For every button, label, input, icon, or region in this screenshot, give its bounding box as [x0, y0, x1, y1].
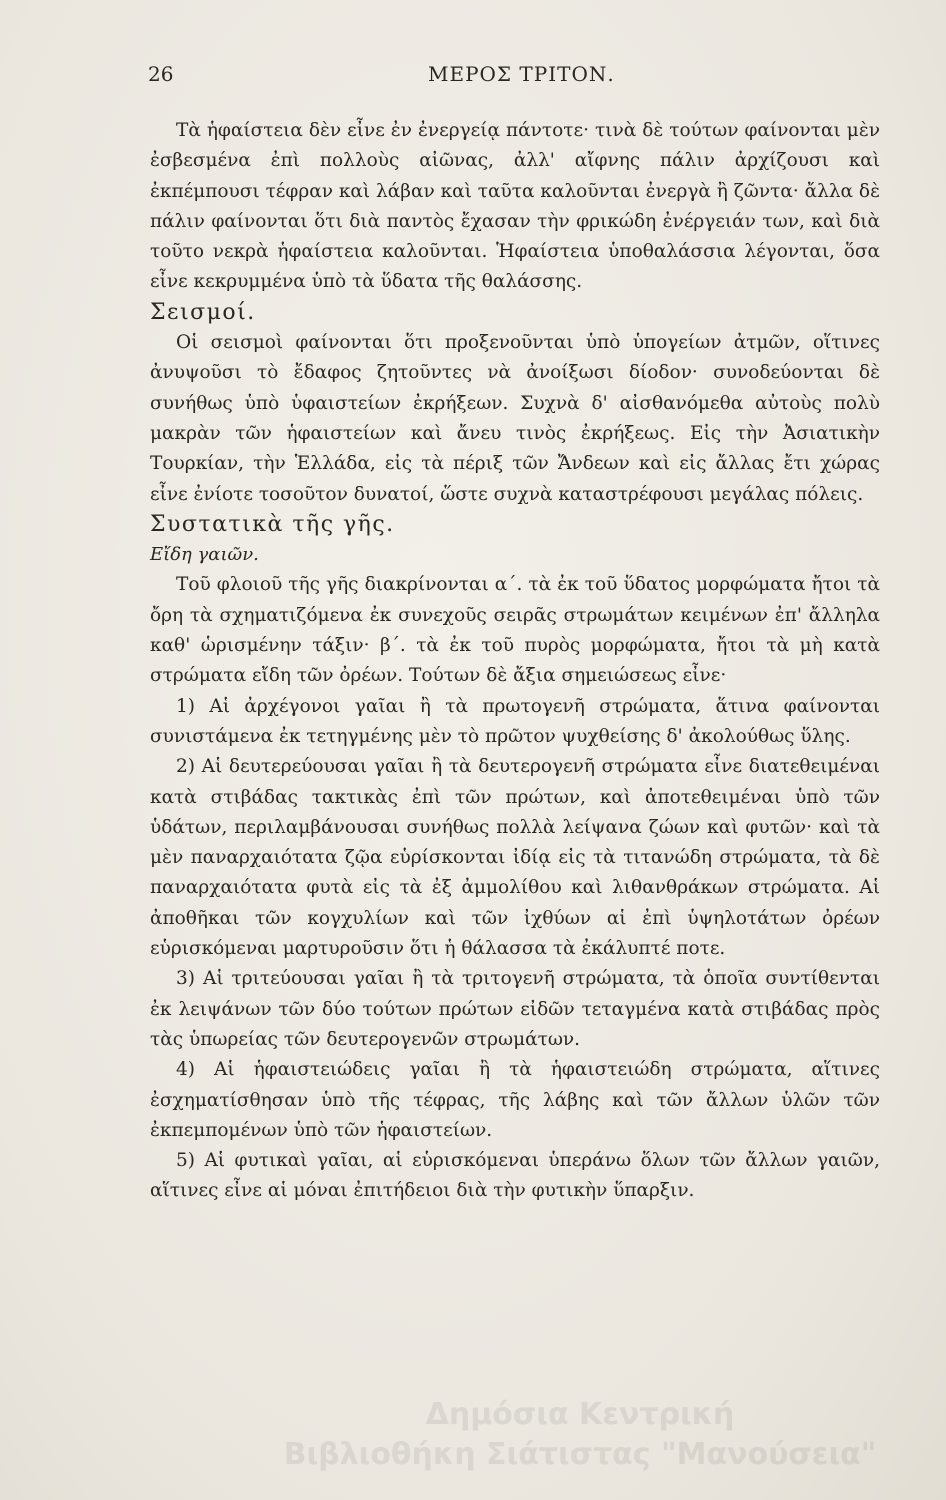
heading-earth-components: Συστατικὰ τῆς γῆς. — [150, 511, 395, 537]
list-item-plant-soils: 5) Αἱ φυτικαὶ γαῖαι, αἱ εὑρισκόμεναι ὑπεράνω ὅλων τῶν ἄλλων γαιῶν, αἵτινες εἶνε αἱ μόναι ἐπιτήδειοι διὰ τὴν φυτικὴν ὕπαρξιν. — [150, 1150, 880, 1202]
watermark-line-1: Δημόσια Κεντρική — [425, 1397, 735, 1432]
page-header — [148, 62, 826, 92]
paragraph-earthquakes: Οἱ σεισμοὶ φαίνονται ὅτι προξενοῦνται ὑπὸ ὑπογείων ἀτμῶν, οἵτινες ἀνυψοῦσι τὸ ἔδαφος ζητοῦντες νὰ ἀνοίξωσι δίοδον· συνοδεύονται δὲ συνήθως ὑπὸ ὑφαιστείων ἐκρήξεων. Συχνὰ δ' αἰσθανόμεθα αὐτοὺς πολὺ μακρὰν τῶν ἡφαιστείων καὶ ἄνευ τινὸς ἐκρήξεως. Εἰς τὴν Ἀσιατικὴν Τουρκίαν, τὴν Ἑλλάδα, εἰς τὰ πέριξ τῶν Ἄνδεων καὶ εἰς ἄλλας ἔτι χώρας εἶνε ἐνίοτε τοσοῦτον δυνατοί, ὥστε συχνὰ καταστρέφουσι μεγάλας πόλεις. — [150, 332, 880, 505]
page-number: 26 — [148, 62, 174, 86]
list-item-primary-soils: 1) Αἱ ἀρχέγονοι γαῖαι ἢ τὰ πρωτογενῆ στρώματα, ἅτινα φαίνονται συνιστάμενα ἐκ τετηγμένης μὲν τὸ πρῶτον ψυχθείσης δ' ἀκολούθως ὕλης. — [150, 695, 880, 747]
list-item-volcanic-soils: 4) Αἱ ἡφαιστειώδεις γαῖαι ἢ τὰ ἡφαιστειώδη στρώματα, αἵτινες ἐσχηματίσθησαν ὑπὸ τῆς τέφρας, τῆς λάβης καὶ τῶν ἄλλων ὑλῶν τῶν ἐκπεμπομένων ὑπὸ τῶν ἡφαιστείων. — [150, 1059, 880, 1141]
subheading-soil-types: Εἴδη γαιῶν. — [150, 544, 259, 566]
running-head: ΜΕΡΟΣ ΤΡΙΤΟΝ. — [428, 62, 615, 86]
list-item-secondary-soils: 2) Αἱ δευτερεύουσαι γαῖαι ἢ τὰ δευτερογενῆ στρώματα εἶνε διατεθειμέναι κατὰ στιβάδας τακτικὰς ἐπὶ τῶν πρώτων, καὶ ἀποτεθειμέναι ὑπὸ τῶν ὑδάτων, περιλαμβάνουσαι συνήθως πολλὰ λείψανα ζώων καὶ φυτῶν· καὶ τὰ μὲν παναρχαιότατα ζῷα εὑρίσκονται ἰδίᾳ εἰς τὰ τιτανώδη στρώματα, τὰ δὲ παναρχαιότατα φυτὰ εἰς τὰ ἐξ ἀμμολίθου καὶ λιθανθράκων στρώματα. Αἱ ἀποθῆκαι τῶν κογχυλίων καὶ τῶν ἰχθύων αἱ ἐπὶ ὑψηλοτάτων ὀρέων εὑρισκόμεναι μαρτυροῦσιν ὅτι ἡ θάλασσα τὰ ἐκάλυπτέ ποτε. — [150, 756, 880, 960]
paragraph-crust: Τοῦ φλοιοῦ τῆς γῆς διακρίνονται α΄. τὰ ἐκ τοῦ ὕδατος μορφώματα ἤτοι τὰ ὄρη τὰ σχηματιζόμενα ἐκ συνεχοῦς σειρᾶς στρωμάτων κειμένων ἐπ' ἄλληλα καθ' ὡρισμένην τάξιν· β΄. τὰ ἐκ τοῦ πυρὸς μορφώματα, ἤτοι τὰ μὴ κατὰ στρώματα εἴδη τῶν ὀρέων. Τούτων δὲ ἄξια σημειώσεως εἶνε· — [150, 574, 880, 687]
watermark-line-2: Βιβλιοθήκη Σιάτιστας "Μανούσεια" — [283, 1437, 877, 1472]
paragraph-volcanoes: Τὰ ἡφαίστεια δὲν εἶνε ἐν ἐνεργείᾳ πάντοτε· τινὰ δὲ τούτων φαίνονται μὲν ἐσβεσμένα ἐπὶ πολλοὺς αἰῶνας, ἀλλ' αἴφνης πάλιν ἀρχίζουσι καὶ ἐκπέμπουσι τέφραν καὶ λάβαν καὶ ταῦτα καλοῦνται ἐνεργὰ ἢ ζῶντα· ἄλλα δὲ πάλιν φαίνονται ὅτι διὰ παντὸς ἔχασαν τὴν φρικώδη ἐνέργειάν των, καὶ διὰ τοῦτο νεκρὰ ἡφαίστεια καλοῦνται. Ἡφαίστεια ὑποθαλάσσια λέγονται, ὅσα εἶνε κεκρυμμένα ὑπὸ τὰ ὕδατα τῆς θαλάσσης. — [150, 120, 880, 293]
list-item-tertiary-soils: 3) Αἱ τριτεύουσαι γαῖαι ἢ τὰ τριτογενῆ στρώματα, τὰ ὁποῖα συντίθενται ἐκ λειψάνων τῶν δύο τούτων πρώτων εἰδῶν τεταγμένα κατὰ στιβάδας πρὸς τὰς ὑπωρείας τῶν δευτερογενῶν στρωμάτων. — [150, 968, 880, 1050]
page-text — [150, 116, 880, 1207]
heading-earthquakes: Σεισμοί. — [150, 299, 256, 325]
library-watermark — [210, 1395, 946, 1475]
